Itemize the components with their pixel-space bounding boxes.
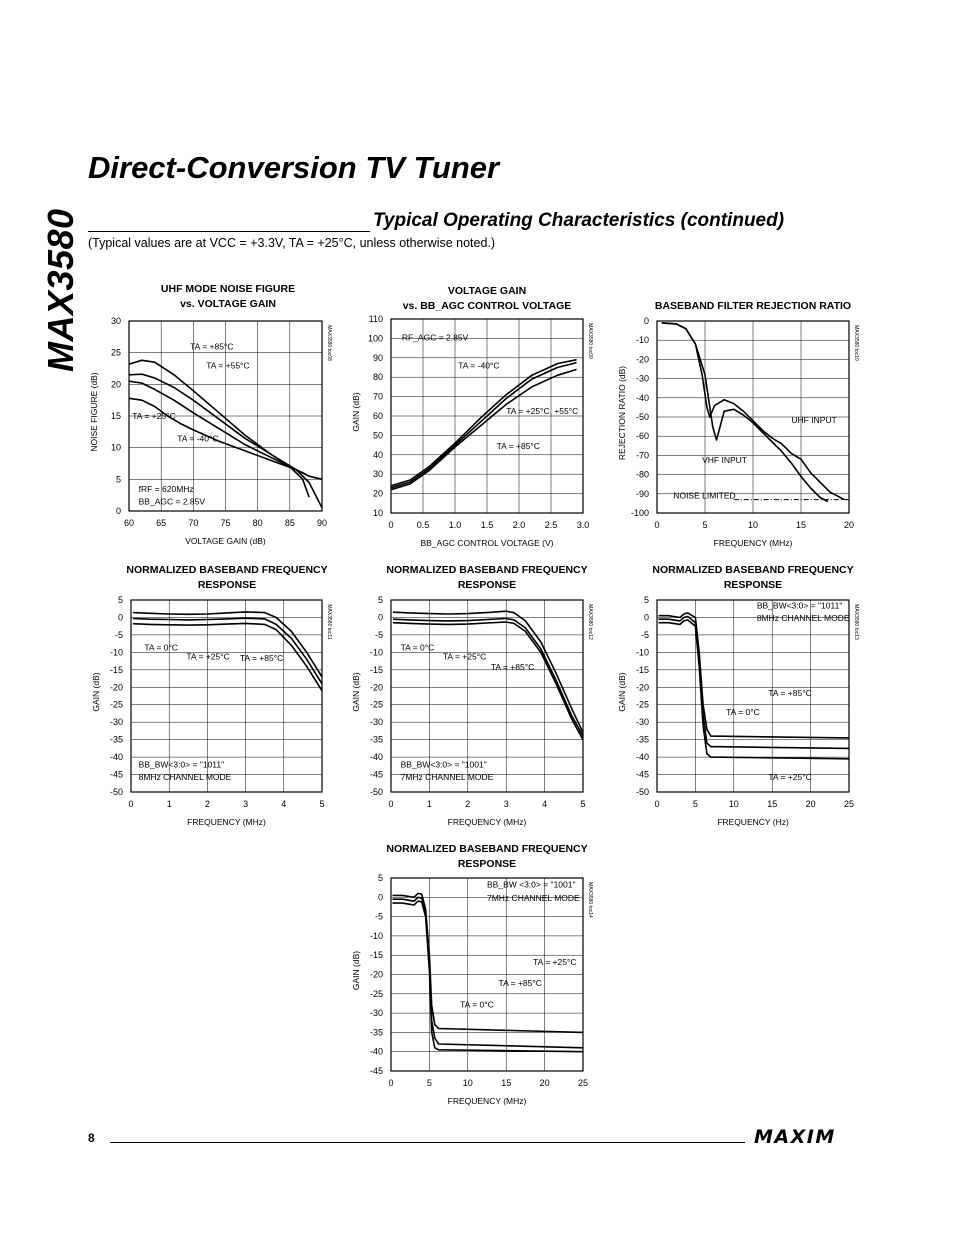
y-axis-label: GAIN (dB) xyxy=(351,392,361,432)
x-tick-label: 0 xyxy=(388,1078,394,1088)
chart-title: RESPONSE xyxy=(457,579,517,591)
y-tick-label: -25 xyxy=(369,699,383,710)
y-axis-label: GAIN (dB) xyxy=(351,672,361,712)
x-tick-label: 0 xyxy=(128,799,134,809)
y-tick-label: 5 xyxy=(117,595,123,605)
chart-title: RESPONSE xyxy=(723,579,783,591)
y-tick-label: -40 xyxy=(369,1046,383,1057)
x-tick-label: 1.0 xyxy=(448,520,462,530)
y-axis-label: GAIN (dB) xyxy=(617,672,627,712)
x-tick-label: 3.0 xyxy=(576,520,590,530)
x-axis-label: FREQUENCY (Hz) xyxy=(717,817,789,827)
y-tick-label: -30 xyxy=(109,717,123,728)
y-tick-label: 15 xyxy=(110,411,121,421)
x-axis-label: FREQUENCY (MHz) xyxy=(187,817,266,827)
y-tick-label: -5 xyxy=(640,629,649,640)
annotation-label: UHF INPUT xyxy=(791,414,837,425)
y-tick-label: 25 xyxy=(110,347,121,358)
y-tick-label: -30 xyxy=(635,373,649,384)
y-tick-label: 20 xyxy=(110,379,121,390)
figure-code: MAX3580 toc12 xyxy=(587,604,593,640)
x-tick-label: 0 xyxy=(388,799,394,809)
annotation-label: 8MHz CHANNEL MODE xyxy=(756,612,850,623)
annotation-label: TA = +25°C xyxy=(442,651,487,662)
x-tick-label: 80 xyxy=(252,518,263,528)
figure-code: MAX3580 toc13 xyxy=(853,604,859,640)
x-tick-label: 25 xyxy=(843,799,855,809)
maxim-logo: MAXIM xyxy=(754,1126,836,1148)
x-tick-label: 2 xyxy=(204,799,210,809)
y-tick-label: 0 xyxy=(377,892,383,903)
x-tick-label: 0 xyxy=(654,799,660,809)
y-tick-label: -20 xyxy=(109,682,123,693)
x-tick-label: 0 xyxy=(388,520,394,530)
y-tick-label: 90 xyxy=(372,352,383,363)
annotation-label: VHF INPUT xyxy=(702,455,747,466)
y-axis-label: NOISE FIGURE (dB) xyxy=(89,372,99,452)
annotation-label: TA = +85°C xyxy=(496,440,541,451)
x-tick-label: 20 xyxy=(843,520,855,530)
y-tick-label: -45 xyxy=(635,769,649,780)
y-tick-label: -100 xyxy=(630,508,649,518)
y-tick-label: 5 xyxy=(643,595,649,605)
x-tick-label: 90 xyxy=(316,518,328,528)
y-tick-label: -60 xyxy=(635,431,649,442)
x-tick-label: 15 xyxy=(501,1078,512,1088)
y-tick-label: -25 xyxy=(635,699,649,710)
annotation-label: TA = 0°C xyxy=(144,642,179,653)
y-tick-label: -70 xyxy=(635,450,649,461)
chart-title: NORMALIZED BASEBAND FREQUENCY xyxy=(126,564,328,576)
annotation-label: 7MHz CHANNEL MODE xyxy=(487,893,580,904)
y-tick-label: 80 xyxy=(372,372,383,383)
x-tick-label: 20 xyxy=(805,799,816,809)
x-tick-label: 5 xyxy=(702,520,708,530)
x-axis-label: BB_AGC CONTROL VOLTAGE (V) xyxy=(420,538,554,548)
test-conditions: (Typical values are at VCC = +3.3V, TA = +25°C, unless otherwise noted.) xyxy=(88,236,496,250)
figure-code: MAX3580 toc14 xyxy=(587,882,593,918)
annotation-label: TA = +85°C xyxy=(190,341,234,352)
chart-title: vs. VOLTAGE GAIN xyxy=(180,298,276,310)
y-tick-label: -45 xyxy=(369,1066,383,1076)
y-tick-label: 20 xyxy=(372,488,383,499)
y-tick-label: -50 xyxy=(635,412,649,422)
chart-title: NORMALIZED BASEBAND FREQUENCY xyxy=(386,564,588,576)
annotation-label: TA = +85°C xyxy=(239,653,284,664)
y-tick-label: -35 xyxy=(369,1027,383,1038)
chart-title: UHF MODE NOISE FIGURE xyxy=(160,283,296,295)
x-axis-label: FREQUENCY (MHz) xyxy=(447,817,527,827)
y-tick-label: -30 xyxy=(635,717,649,728)
y-axis-label: GAIN (dB) xyxy=(91,672,101,712)
y-tick-label: 30 xyxy=(372,469,383,480)
x-axis-label: VOLTAGE GAIN (dB) xyxy=(185,536,266,546)
annotation-label: BB_AGC = 2.85V xyxy=(138,496,206,507)
y-tick-label: -10 xyxy=(635,335,649,346)
y-tick-label: 10 xyxy=(110,442,121,453)
y-tick-label: -40 xyxy=(635,752,649,763)
y-tick-label: 70 xyxy=(372,391,383,402)
y-tick-label: 0 xyxy=(377,612,383,623)
x-tick-label: 3 xyxy=(243,799,249,809)
annotation-label: TA = +85°C xyxy=(768,688,812,698)
side-part-number: MAX3580 xyxy=(40,208,81,372)
chart-title: NORMALIZED BASEBAND FREQUENCY xyxy=(386,843,588,855)
x-tick-label: 85 xyxy=(284,518,295,528)
x-tick-label: 0.5 xyxy=(416,520,430,530)
annotation-label: TA = +25°C xyxy=(768,771,812,782)
annotation-label: TA = 0°C xyxy=(460,999,494,1010)
x-tick-label: 75 xyxy=(220,518,231,528)
x-tick-label: 70 xyxy=(188,518,199,528)
x-tick-label: 4 xyxy=(281,799,287,809)
annotation-label: TA = +25°C, +55°C xyxy=(506,406,579,417)
y-tick-label: -45 xyxy=(369,769,383,780)
chart-title: RESPONSE xyxy=(457,858,517,870)
x-tick-label: 10 xyxy=(462,1078,473,1088)
y-tick-label: -15 xyxy=(369,664,383,675)
x-tick-label: 1.5 xyxy=(480,520,494,530)
figure-code: MAX3580 toc08 xyxy=(326,325,332,361)
y-tick-label: -40 xyxy=(109,752,123,763)
y-tick-label: -10 xyxy=(635,647,649,658)
x-tick-label: 60 xyxy=(123,518,135,528)
y-tick-label: 110 xyxy=(368,314,383,324)
y-tick-label: 0 xyxy=(115,506,121,516)
annotation-label: TA = +25°C xyxy=(533,956,577,967)
annotation-label: TA = 0°C xyxy=(400,642,435,653)
x-tick-label: 5 xyxy=(692,799,698,809)
y-tick-label: 100 xyxy=(367,333,383,344)
y-tick-label: 60 xyxy=(372,411,383,421)
annotation-label: TA = 0°C xyxy=(726,707,760,718)
y-tick-label: -20 xyxy=(635,354,649,365)
figure-code: MAX3580 toc10 xyxy=(853,325,859,361)
y-tick-label: -10 xyxy=(369,930,383,941)
chart-title: BASEBAND FILTER REJECTION RATIO xyxy=(654,300,852,312)
annotation-label: TA = +55°C xyxy=(206,360,250,371)
x-tick-label: 5 xyxy=(426,1078,432,1088)
annotation-label: RF_AGC = 2.85V xyxy=(401,332,469,343)
y-tick-label: 5 xyxy=(377,873,383,883)
figure-code: MAX3580 toc11 xyxy=(326,604,332,640)
x-axis-label: FREQUENCY (MHz) xyxy=(447,1096,527,1106)
x-tick-label: 10 xyxy=(747,520,759,530)
x-tick-label: 5 xyxy=(580,799,586,809)
y-tick-label: -5 xyxy=(374,911,383,922)
x-tick-label: 1 xyxy=(166,799,172,809)
y-tick-label: -15 xyxy=(635,664,649,675)
section-title: Typical Operating Characteristics (continued) xyxy=(373,210,785,231)
x-axis-label: FREQUENCY (MHz) xyxy=(713,538,793,548)
y-tick-label: 0 xyxy=(643,316,649,326)
y-tick-label: -15 xyxy=(109,664,123,675)
page-number: 8 xyxy=(88,1131,95,1145)
y-tick-label: 5 xyxy=(377,595,383,605)
annotation-label: TA = +85°C xyxy=(490,661,535,672)
x-tick-label: 15 xyxy=(767,799,778,809)
y-tick-label: -5 xyxy=(374,629,383,640)
y-tick-label: -80 xyxy=(635,469,649,480)
y-tick-label: 0 xyxy=(117,612,123,623)
annotation-label: TA = -40°C xyxy=(177,433,219,444)
annotation-label: BB_BW<3:0> = "1001" xyxy=(400,759,487,770)
annotation-label: BB_BW<3:0> = "1011" xyxy=(756,600,843,611)
y-tick-label: -25 xyxy=(369,988,383,999)
annotation-label: fRF = 620MHz xyxy=(138,484,194,494)
x-tick-label: 15 xyxy=(795,520,807,530)
y-tick-label: -25 xyxy=(109,699,123,710)
x-tick-label: 25 xyxy=(577,1078,589,1088)
chart-title: VOLTAGE GAIN xyxy=(447,285,527,297)
y-tick-label: 0 xyxy=(643,612,649,623)
annotation-label: BB_BW <3:0> = "1001" xyxy=(487,879,576,890)
y-tick-label: -40 xyxy=(369,752,383,763)
chart-title: NORMALIZED BASEBAND FREQUENCY xyxy=(652,564,854,576)
series-line xyxy=(393,897,584,1048)
y-tick-label: -30 xyxy=(369,717,383,728)
y-tick-label: -35 xyxy=(109,734,123,745)
y-tick-label: -35 xyxy=(635,734,649,745)
y-tick-label: -20 xyxy=(369,682,383,693)
annotation-label: 8MHz CHANNEL MODE xyxy=(138,771,232,782)
chart-title: RESPONSE xyxy=(197,579,257,591)
x-tick-label: 20 xyxy=(539,1078,550,1088)
x-tick-label: 4 xyxy=(542,799,548,809)
y-tick-label: 40 xyxy=(372,449,383,460)
annotation-label: TA = +85°C xyxy=(498,978,542,989)
y-tick-label: -45 xyxy=(109,769,123,780)
x-tick-label: 5 xyxy=(319,799,325,809)
y-tick-label: -10 xyxy=(369,647,383,658)
footer-rule xyxy=(110,1142,745,1143)
x-tick-label: 1 xyxy=(426,799,432,809)
y-axis-label: GAIN (dB) xyxy=(351,950,361,991)
document-title: Direct-Conversion TV Tuner xyxy=(88,150,500,185)
x-tick-label: 2.5 xyxy=(544,520,558,530)
y-tick-label: -15 xyxy=(369,950,383,961)
y-tick-label: -50 xyxy=(109,787,123,797)
x-tick-label: 2 xyxy=(465,799,471,809)
annotation-label: TA = +25°C xyxy=(186,651,230,662)
y-tick-label: -20 xyxy=(635,682,649,693)
y-tick-label: -20 xyxy=(369,969,383,980)
y-tick-label: -50 xyxy=(635,787,649,797)
x-tick-label: 0 xyxy=(654,520,660,530)
y-tick-label: -30 xyxy=(369,1008,383,1019)
y-tick-label: -10 xyxy=(109,647,123,658)
y-tick-label: -50 xyxy=(369,787,383,797)
x-tick-label: 2.0 xyxy=(512,520,526,530)
chart-title: vs. BB_AGC CONTROL VOLTAGE xyxy=(402,300,572,312)
y-tick-label: 5 xyxy=(115,474,121,485)
x-tick-label: 3 xyxy=(503,799,509,809)
x-tick-label: 65 xyxy=(156,518,167,528)
x-tick-label: 10 xyxy=(728,799,739,809)
y-tick-label: -5 xyxy=(114,629,123,640)
y-tick-label: -40 xyxy=(635,392,649,403)
annotation-label: NOISE LIMITED xyxy=(673,490,736,501)
annotation-label: BB_BW<3:0> = "1011" xyxy=(138,759,225,770)
y-tick-label: -35 xyxy=(369,734,383,745)
annotation-label: TA = -40°C xyxy=(458,360,500,371)
annotation-label: TA = +25°C xyxy=(132,411,176,422)
y-tick-label: 50 xyxy=(372,430,383,441)
figure-code: MAX3580 toc09 xyxy=(587,323,593,359)
y-tick-label: 10 xyxy=(372,508,383,518)
annotation-label: 7MHz CHANNEL MODE xyxy=(400,771,494,782)
y-tick-label: 30 xyxy=(110,316,121,326)
y-axis-label: REJECTION RATIO (dB) xyxy=(617,365,627,461)
y-tick-label: -90 xyxy=(635,488,649,499)
